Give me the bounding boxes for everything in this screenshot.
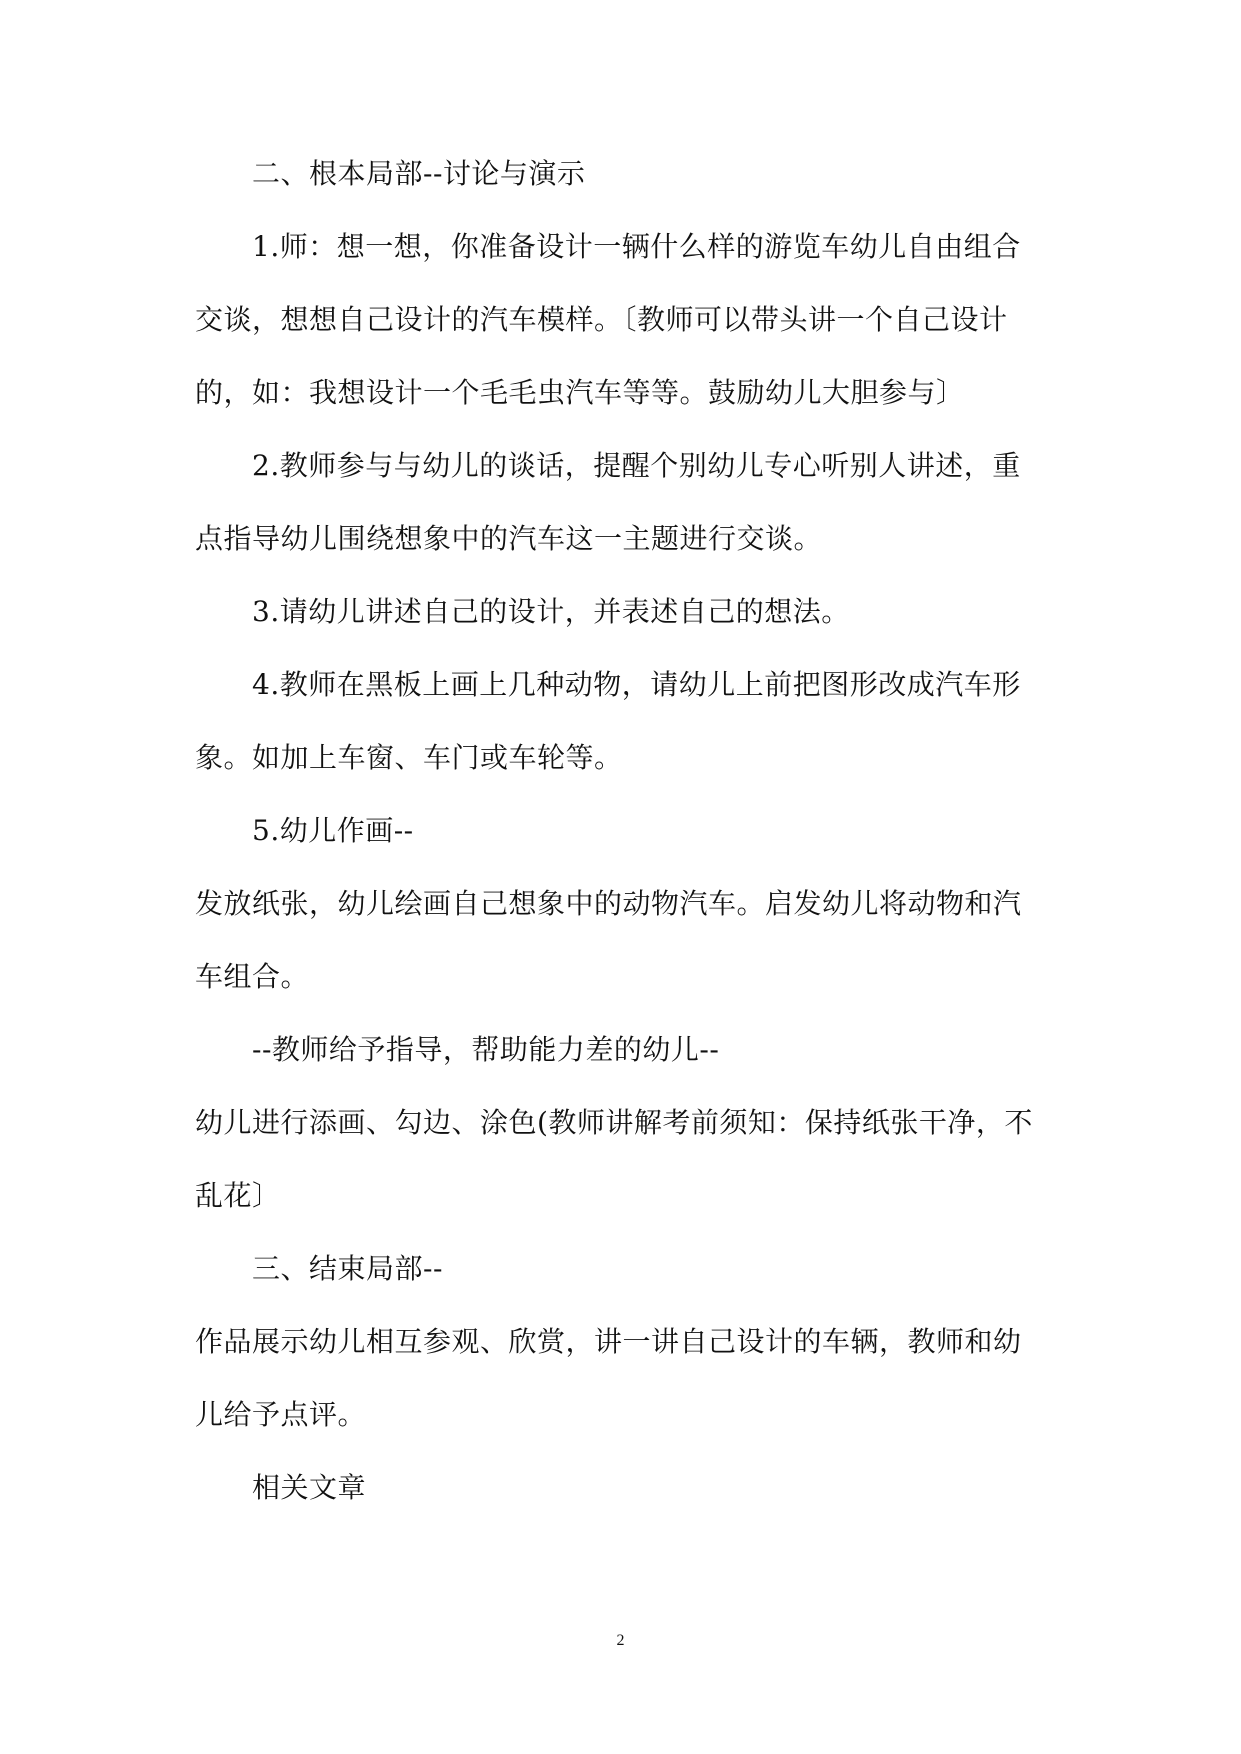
paragraph-line: 4.教师在黑板上画上几种动物，请幼儿上前把图形改成汽车形 bbox=[252, 668, 1021, 701]
paragraph-line: 作品展示幼儿相互参观、欣赏，讲一讲自己设计的车辆，教师和幼 bbox=[195, 1325, 1022, 1358]
paragraph-line: 交谈，想想自己设计的汽车模样。〔教师可以带头讲一个自己设计 bbox=[195, 303, 1008, 336]
paragraph-line: 点指导幼儿围绕想象中的汽车这一主题进行交谈。 bbox=[195, 522, 823, 555]
paragraph-line: 车组合。 bbox=[195, 960, 310, 993]
paragraph-line: --教师给予指导，帮助能力差的幼儿-- bbox=[252, 1033, 720, 1066]
related-articles-heading: 相关文章 bbox=[252, 1471, 367, 1504]
paragraph-line: 幼儿进行添画、勾边、涂色(教师讲解考前须知：保持纸张干净，不 bbox=[195, 1106, 1033, 1139]
paragraph-line: 象。如加上车窗、车门或车轮等。 bbox=[195, 741, 623, 774]
paragraph-line: 儿给予点评。 bbox=[195, 1398, 367, 1431]
paragraph-line: 的，如：我想设计一个毛毛虫汽车等等。鼓励幼儿大胆参与〕 bbox=[195, 376, 965, 409]
paragraph-line: 5.幼儿作画-- bbox=[252, 814, 414, 847]
page-number: 2 bbox=[616, 1632, 625, 1649]
section-heading-basic: 二、根本局部--讨论与演示 bbox=[252, 157, 586, 190]
paragraph-line: 3.请幼儿讲述自己的设计，并表述自己的想法。 bbox=[252, 595, 850, 628]
paragraph-line: 乱花〕 bbox=[195, 1179, 281, 1212]
section-heading-ending: 三、结束局部-- bbox=[252, 1252, 443, 1285]
paragraph-line: 2.教师参与与幼儿的谈话，提醒个别幼儿专心听别人讲述，重 bbox=[252, 449, 1021, 482]
paragraph-line: 发放纸张，幼儿绘画自己想象中的动物汽车。启发幼儿将动物和汽 bbox=[195, 887, 1022, 920]
paragraph-line: 1.师：想一想，你准备设计一辆什么样的游览车幼儿自由组合 bbox=[252, 230, 1021, 263]
